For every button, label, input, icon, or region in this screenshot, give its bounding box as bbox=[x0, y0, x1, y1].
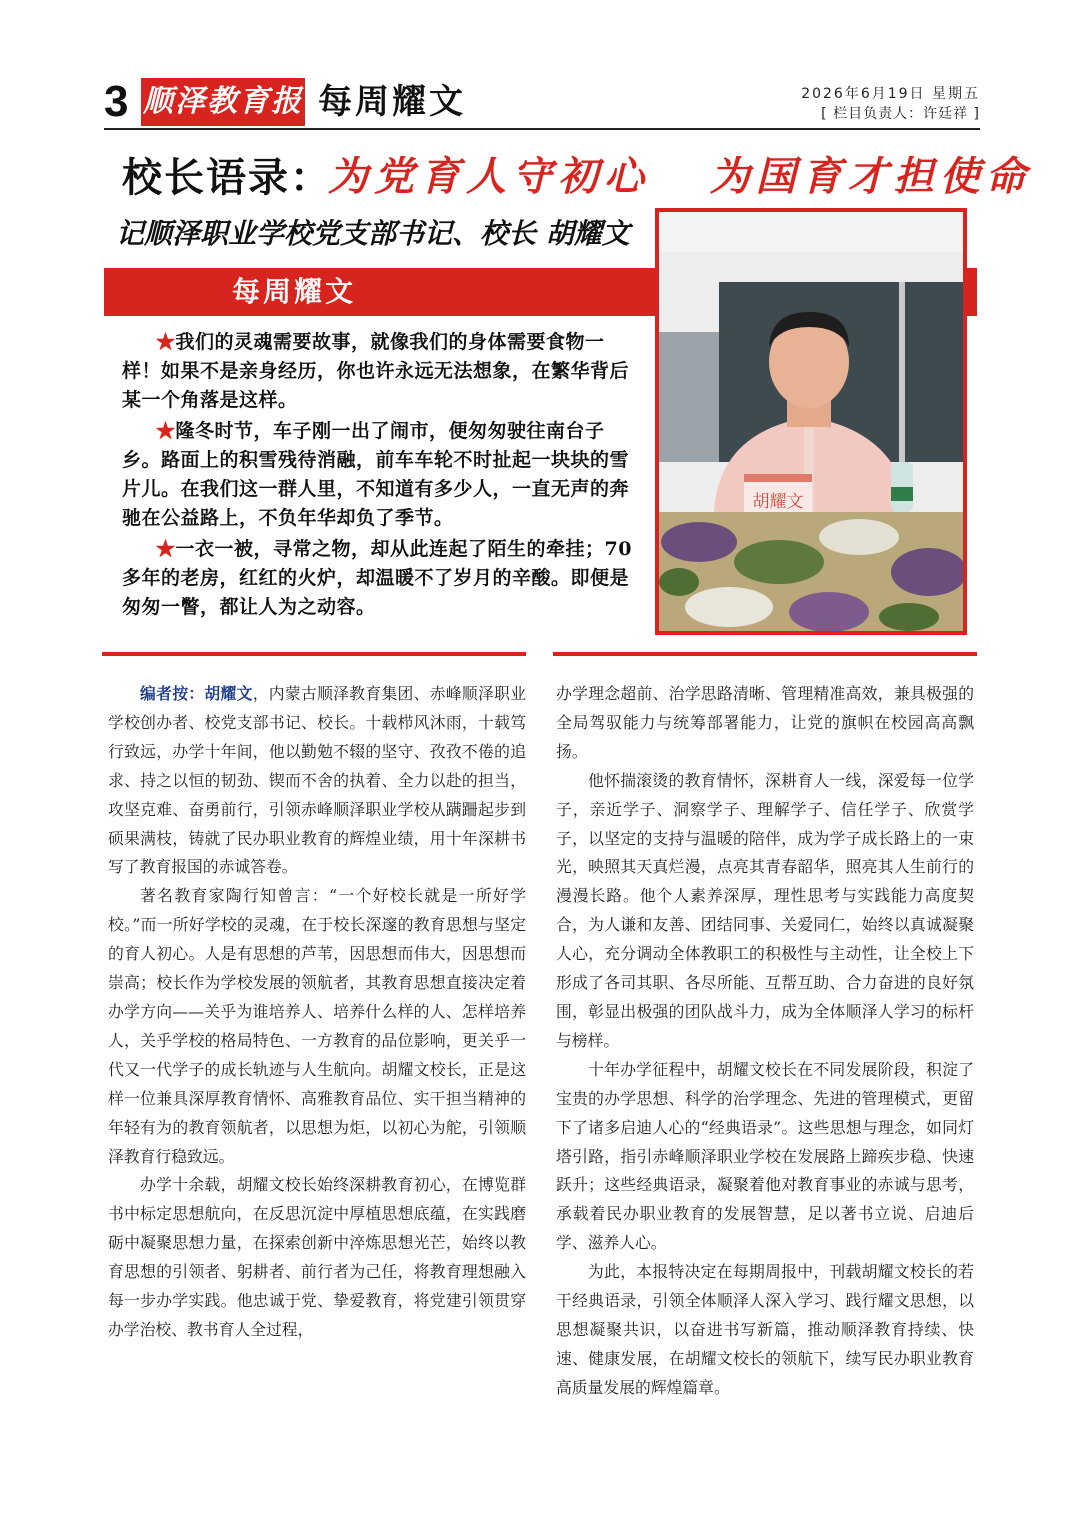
headline-prefix: 校长语录： bbox=[122, 155, 332, 201]
column-editor: [ 栏目负责人：许廷祥 ] bbox=[821, 106, 980, 122]
quote-text: 一衣一被，寻常之物，却从此连起了陌生的牵挂；70 多年的老房，红红的火炉，却温暖不了岁月的辛酸。即便是匆匆一瞥，都让人为之动容。 bbox=[122, 538, 632, 618]
article-paragraph: 十年办学征程中，胡耀文校长在不同发展阶段，积淀了宝贵的办学思想、科学的治学理念、先进的管理模式，更留下了诸多启迪人心的“经典语录”。这些思想与理念，如同灯塔引路，指引赤峰顺泽职业学校在发展路上蹄疾步稳、快速跃升；这些经典语录，凝聚着他对教育事业的赤诚与思考，承载着民办职业教育的发展智慧，足以著书立说、启迪后学、滋养人心。 bbox=[556, 1059, 974, 1253]
column-rule-left bbox=[102, 652, 526, 656]
article-paragraph: 他怀揣滚烫的教育情怀，深耕育人一线，深爱每一位学子，亲近学子、洞察学子、理解学子、信任学子、欣赏学子，以坚定的支持与温暖的陪伴，成为学子成长路上的一束光，映照其天真烂漫，点亮其青春韶华，照亮其人生前行的漫漫长路。他个人素养深厚，理性思考与实践能力高度契合，为人谦和友善、团结同事、关爱同仁，始终以真诚凝聚人心，充分调动全体教职工的积极性与主动性，让全校上下形成了各司其职、各尽所能、互帮互助、合力奋进的良好氛围，彰显出极强的团队战斗力，成为全体顺泽人学习的标杆与榜样。 bbox=[556, 770, 974, 1050]
section-banner-label: 每周耀文 bbox=[231, 275, 356, 308]
article-paragraph: 为此，本报特决定在每期周报中，刊载胡耀文校长的若干经典语录，引领全体顺泽人深入学习、践行耀文思想，以思想凝聚共识，以奋进书写新篇，推动顺泽教育持续、快速、健康发展，在胡耀文校长的领航下，续写民办职业教育高质量发展的辉煌篇章。 bbox=[556, 1262, 974, 1397]
headline-slogan: 为党育人守初心 为国育才担使命 bbox=[328, 153, 1032, 200]
star-icon: ★ bbox=[156, 420, 176, 442]
article-paragraph bbox=[108, 680, 526, 882]
article-paragraph: 著名教育家陶行知曾言：“一个好校长就是一所好学校。”而一所好学校的灵魂，在于校长深邃的教育思想与坚定的育人初心。人是有思想的芦苇，因思想而伟大，因思想而崇高；校长作为学校发展的领航者，其教育思想直接决定着办学方向——关乎为谁培养人、培养什么样的人、怎样培养人，关乎学校的格局特色、一方教育的品位影响，更关乎一代又一代学子的成长轨迹与人生航向。胡耀文校长，正是这样一位兼具深厚教育情怀、高雅教育品位、实干担当精神的年轻有为的教育领航者，以思想为炬，以初心为舵，引领顺泽教育行稳致远。 bbox=[108, 886, 526, 1166]
principal-photo-illustration bbox=[659, 212, 963, 631]
page-number: 3 bbox=[104, 77, 129, 126]
article-paragraph: 办学十余载，胡耀文校长始终深耕教育初心，在博览群书中标定思想航向，在反思沉淀中厚植思想底蕴，在实践磨砺中凝聚思想力量，在探索创新中淬炼思想光芒，始终以教育思想的引领者、躬耕者、前行者为己任，将教育理想融入每一步办学实践。他忠诚于党、挚爱教育，将党建引领贯穿办学治校、教书育人全过程， bbox=[108, 1175, 526, 1339]
principal-photo bbox=[655, 208, 967, 635]
column-rule-right bbox=[553, 652, 977, 656]
paper-logo: 顺泽教育报 bbox=[141, 78, 305, 126]
editor-note-label: 编者按： bbox=[140, 684, 205, 703]
quote-text: 我们的灵魂需要故事，就像我们的身体需要食物一样！如果不是亲身经历，你也许永远无法想象，在繁华背后某一个角落是这样。 bbox=[122, 331, 630, 411]
article-column-left bbox=[108, 680, 526, 1345]
article-paragraph: 办学理念超前、治学思路清晰、管理精准高效，兼具极强的全局驾驭能力与统筹部署能力，让党的旗帜在校园高高飘扬。 bbox=[556, 684, 974, 761]
star-icon: ★ bbox=[156, 331, 176, 353]
quote-item bbox=[122, 535, 642, 622]
quote-item bbox=[122, 328, 642, 415]
quote-text: 隆冬时节，车子刚一出了闹市，便匆匆驶往南台子乡。路面上的积雪残待消融，前车车轮不时扯起一块块的雪片儿。在我们这一群人里，不知道有多少人，一直无声的奔驰在公益路上，不负年华却负了季节。 bbox=[122, 420, 630, 529]
photo-nameplate: 胡耀文 bbox=[752, 492, 804, 512]
article-column-right bbox=[556, 680, 974, 1403]
subheadline: 记顺泽职业学校党支部书记、校长 胡耀文 bbox=[116, 217, 630, 250]
quote-item bbox=[122, 417, 642, 533]
masthead-divider bbox=[104, 128, 980, 130]
editor-note-name: 胡耀文 bbox=[204, 684, 253, 703]
paragraph-text: ，内蒙古顺泽教育集团、赤峰顺泽职业学校创办者、校党支部书记、校长。十载栉风沐雨，十载笃行致远，办学十年间，他以勤勉不辍的坚守、孜孜不倦的追求、持之以恒的韧劲、锲而不舍的执着、全力以赴的担当，攻坚克难、奋勇前行，引领赤峰顺泽职业学校从蹒跚起步到硕果满枝，铸就了民办职业教育的辉煌业绩，用十年深耕书写了教育报国的赤诚答卷。 bbox=[108, 684, 526, 877]
issue-date: 2026年6月19日 星期五 bbox=[801, 86, 980, 102]
quotes-block bbox=[122, 328, 642, 624]
section-title: 每周耀文 bbox=[318, 82, 466, 122]
star-icon: ★ bbox=[156, 538, 176, 560]
